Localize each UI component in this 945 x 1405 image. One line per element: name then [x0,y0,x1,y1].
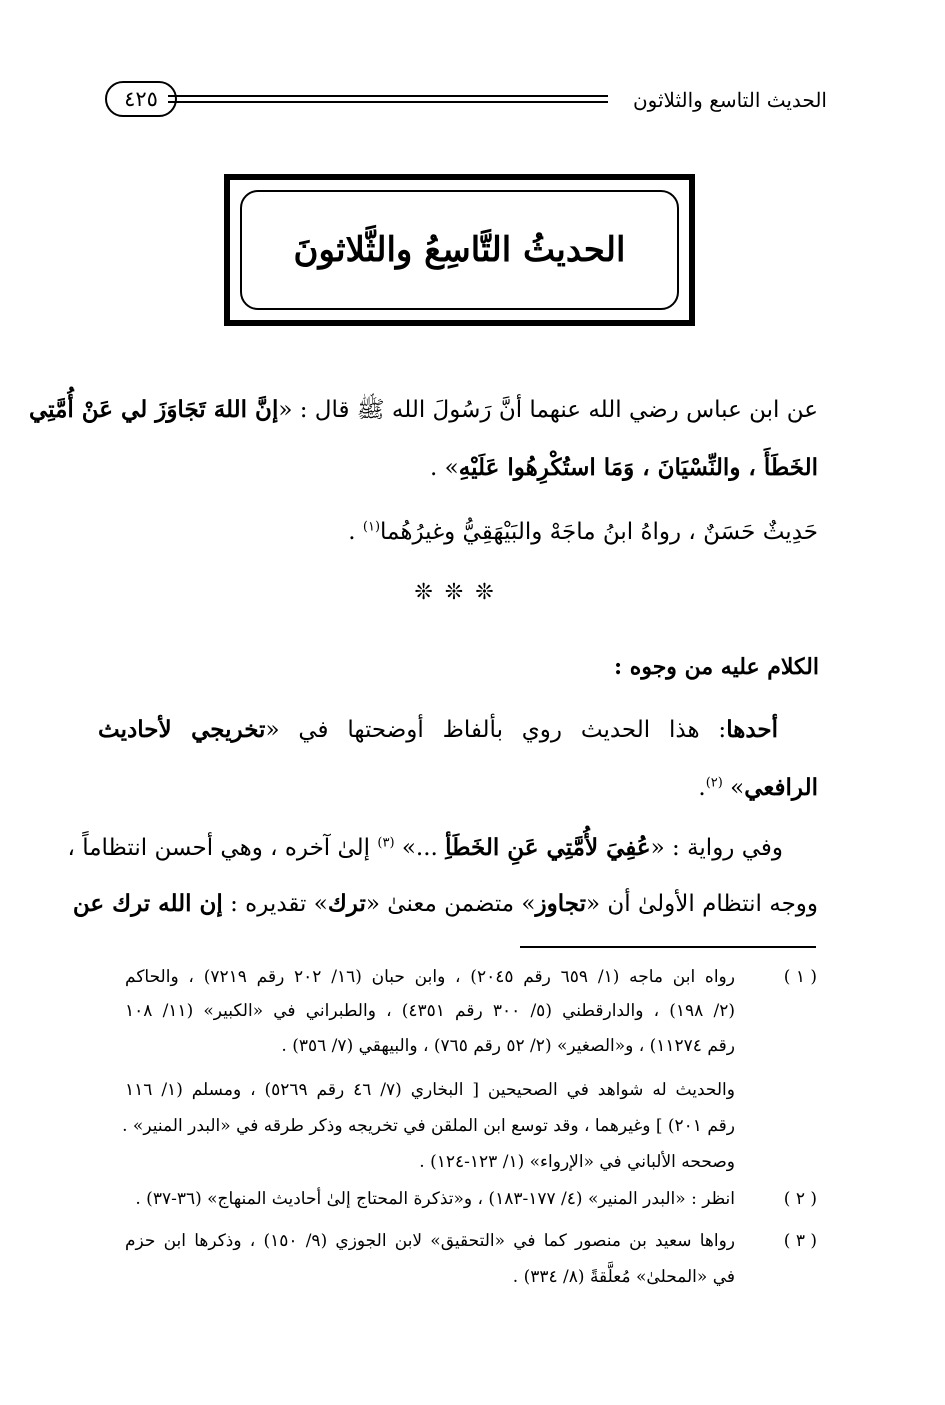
footnote-1-line-2: (٢/ ١٩٨) ، والدارقطني (٥/ ٣٠٠ رقم ٤٣٥١) ، والطبراني في «الكبير» (١١/ ١٠٨ [125,1001,735,1021]
chapter-title: الحديثُ التَّاسِعُ والثَّلاثونَ [240,190,679,310]
footnote-1-line-3: رقم ١١٢٧٤) ، و«الصغير» (٢/ ٥٢ رقم ٧٦٥) ، والبيهقي (٧/ ٣٥٦) . [281,1036,735,1056]
footnote-1-line-4: والحديث له شواهد في الصحيحين [ البخاري (٧/ ٤٦ رقم ٥٢٦٩) ، ومسلم (١/ ١١٦ [125,1080,735,1100]
section-separator: ❊❊❊ [414,580,506,605]
hadith-line-2: الخَطَأَ ، والنِّسْيَانَ ، وَمَا استُكْرِهُوا عَلَيْهِ» . [430,454,818,481]
footnote-rule [520,946,816,948]
hadith-grade: حَدِيثٌ حَسَنٌ ، رواهُ ابنُ ماجَهْ والبَيْهَقِيُّ وغيرُهُما$^{(١)}$ . [348,519,818,545]
footnote-number-2: ( ٢ ) [783,1189,817,1209]
header-rule [168,95,608,103]
para-2-line-2: ووجه انتظام الأولىٰ أن «تجاوز» متضمن معنىٰ «ترك» تقديره : إن الله ترك عن [72,890,818,917]
chapter-title-frame [224,174,695,326]
footnote-ref-1[interactable]: (١) [362,519,381,535]
footnote-1-line-1: رواه ابن ماجه (١/ ٦٥٩ رقم ٢٠٤٥) ، وابن حبان (١٦/ ٢٠٢ رقم ٧٢١٩) ، والحاكم [125,967,735,987]
para-1-line-1: أحدها: هذا الحديث روي بألفاظ أوضحتها في «تخريجي لأحاديث [98,716,779,743]
footnote-3-line-2: في «المحلىٰ» مُعلَّقةً (٨/ ٣٣٤) . [512,1267,735,1287]
para-1-line-2: الرافعي» $^{(٢)}$. [698,774,818,801]
page-number: ٤٢٥ [105,81,177,117]
section-heading: الكلام عليه من وجوه : [614,654,819,680]
footnote-1-line-6: وصححه الألباني في «الإرواء» (١/ ١٢٣-١٢٤) . [419,1152,735,1172]
hadith-line-1: عن ابن عباس رضي الله عنهما أنَّ رَسُولَ الله ﷺ قال : «إنَّ اللهَ تَجَاوَزَ لي عَنْ أُمَّتِي [28,396,818,423]
footnote-1-line-5: رقم ٢٠١) ] وغيرهما ، وقد توسع ابن الملقن في تخريجه وذكر طرقه في «البدر المنير» . [122,1116,735,1136]
footnote-ref-2[interactable]: (٢) [705,775,723,791]
footnote-2-line-1: انظر : «البدر المنير» (٤/ ١٧٧-١٨٣) ، و«تذكرة المحتاج إلىٰ أحاديث المنهاج» (٣٦-٣٧) . [135,1189,735,1209]
running-header-title: الحديث التاسع والثلاثون [632,88,827,112]
para-2-line-1: وفي رواية : «عُفِيَ لأُمَّتِي عَنِ الخَطَأِ ...» $^{(٣)}$ إلىٰ آخره ، وهي أحسن انتظاماً ، [67,834,783,861]
footnote-number-3: ( ٣ ) [783,1231,817,1251]
footnote-3-line-1: رواها سعيد بن منصور كما في «التحقيق» لابن الجوزي (٩/ ١٥٠) ، وذكرها ابن حزم [125,1231,735,1251]
footnote-number-1: ( ١ ) [783,967,817,987]
footnote-ref-3[interactable]: (٣) [377,835,395,851]
